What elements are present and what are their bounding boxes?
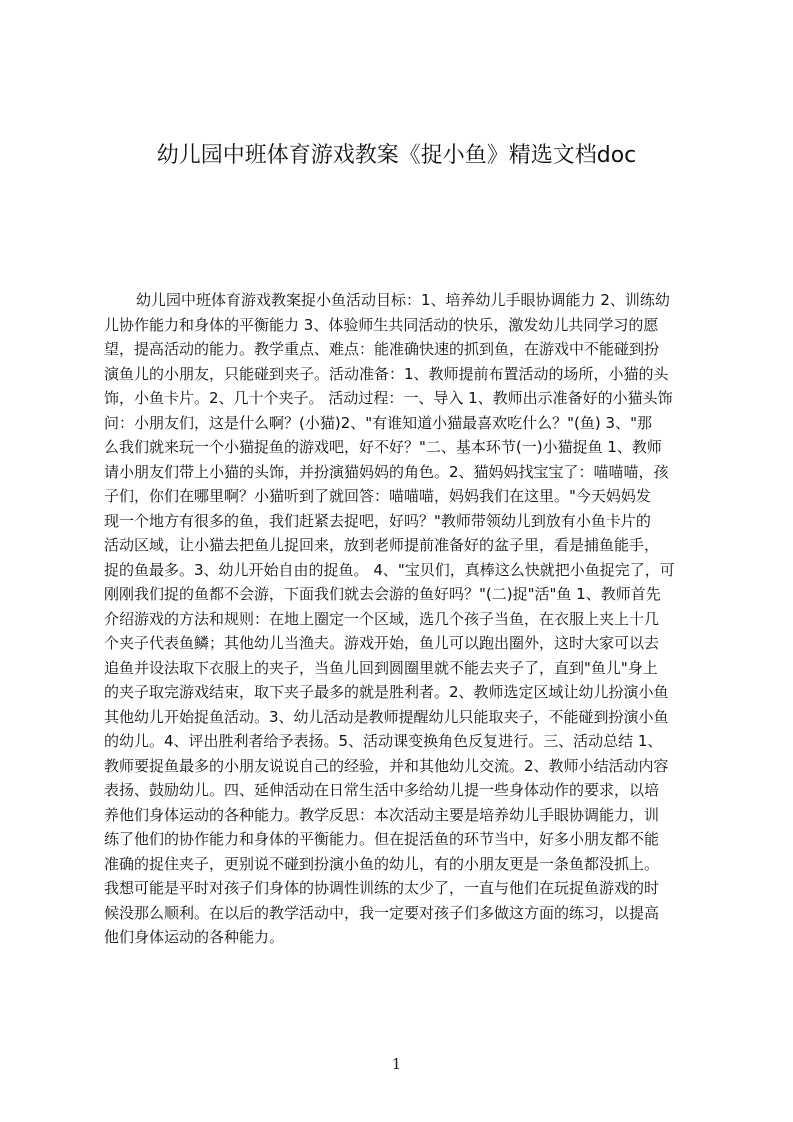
body-line: 么我们就来玩一个小猫捉鱼的游戏吧，好不好？"二、基本环节(一)小猫捉鱼 1、教师 [104,438,662,456]
body-line: 演鱼儿的小朋友，只能碰到夹子。活动准备：1、教师提前布置活动的场所，小猫的头 [104,364,669,383]
body-line: 表扬、鼓励幼儿。四、延伸活动在日常生活中多给幼儿提一些身体动作的要求，以培 [104,781,660,799]
body-line: 候没那么顺利。在以后的教学活动中，我一定要对孩子们多做这方面的练习，以提高 [104,903,660,922]
body-line: 饰，小鱼卡片。2、几十个夹子。 活动过程：一、导入 1、教师出示准备好的小猫头饰 [104,389,673,407]
body-line: 其他幼儿开始捉鱼活动。3、幼儿活动是教师提醒幼儿只能取夹子，不能碰到扮演小鱼 [104,707,669,726]
document-title: 幼儿园中班体育游戏教案《捉小鱼》精选文档doc [156,143,637,168]
body-line: 刚刚我们捉的鱼都不会游，下面我们就去会游的鱼好吗？"(二)捉"活"鱼 1、教师首先 [104,585,661,603]
body-line: 我想可能是平时对孩子们身体的协调性训练的太少了，一直与他们在玩捉鱼游戏的时 [104,879,660,897]
body-line: 的夹子取完游戏结束，取下夹子最多的就是胜利者。2、教师选定区域让幼儿扮演小鱼 [104,683,669,701]
body-line: 介绍游戏的方法和规则：在地上圈定一个区域，选几个孩子当鱼，在衣服上夹上十几 [104,609,660,628]
body-line: 的幼儿。4、评出胜利者给予表扬。5、活动课变换角色反复进行。三、活动总结 1、 [104,732,663,750]
body-line: 捉的鱼最多。3、幼儿开始自由的捉鱼。 4、"宝贝们，真棒这么快就把小鱼捉完了，可 [104,560,675,579]
body-line: 追鱼并设法取下衣服上的夹子，当鱼儿回到圆圈里就不能去夹子了，直到"鱼儿"身上 [104,658,658,677]
body-line: 养他们身体运动的各种能力。教学反思：本次活动主要是培养幼儿手眼协调能力，训 [104,805,660,824]
body-line: 现一个地方有很多的鱼，我们赶紧去捉吧，好吗？"教师带领幼儿到放有小鱼卡片的 [104,511,651,530]
body-line: 练了他们的协作能力和身体的平衡能力。但在捉活鱼的环节当中，好多小朋友都不能 [104,830,660,848]
page-number: 1 [391,1055,402,1073]
body-line: 教师要捉鱼最多的小朋友说说自己的经验，并和其他幼儿交流。2、教师小结活动内容 [104,756,669,775]
body-line: 请小朋友们带上小猫的头饰，并扮演猫妈妈的角色。2、猫妈妈找宝宝了：喵喵喵，孩 [104,462,669,481]
body-line: 准确的捉住夹子，更别说不碰到扮演小鱼的幼儿，有的小朋友更是一条鱼都没抓上。 [104,854,660,873]
body-line: 儿协作能力和身体的平衡能力 3、体验师生共同活动的快乐，激发幼儿共同学习的愿 [104,315,659,334]
body-line: 幼儿园中班体育游戏教案捉小鱼活动目标：1、培养幼儿手眼协调能力 2、训练幼 [136,291,670,309]
body-line: 子们，你们在哪里啊？小猫听到了就回答：喵喵喵，妈妈我们在这里。"今天妈妈发 [104,487,651,505]
body-line: 他们身体运动的各种能力。 [104,928,285,946]
body-line: 个夹子代表鱼鳞；其他幼儿当渔夫。游戏开始，鱼儿可以跑出圈外，这时大家可以去 [104,634,660,652]
body-line: 活动区域，让小猫去把鱼儿捉回来，放到老师提前准备好的盆子里，看是捕鱼能手， [104,536,660,554]
document-body [104,288,697,1018]
body-line: 望，提高活动的能力。教学重点、难点：能准确快速的抓到鱼，在游戏中不能碰到扮 [104,340,660,358]
body-line: 问：小朋友们，这是什么啊？(小猫)2、"有谁知道小猫最喜欢吃什么？"(鱼) 3、"那 [104,413,652,432]
